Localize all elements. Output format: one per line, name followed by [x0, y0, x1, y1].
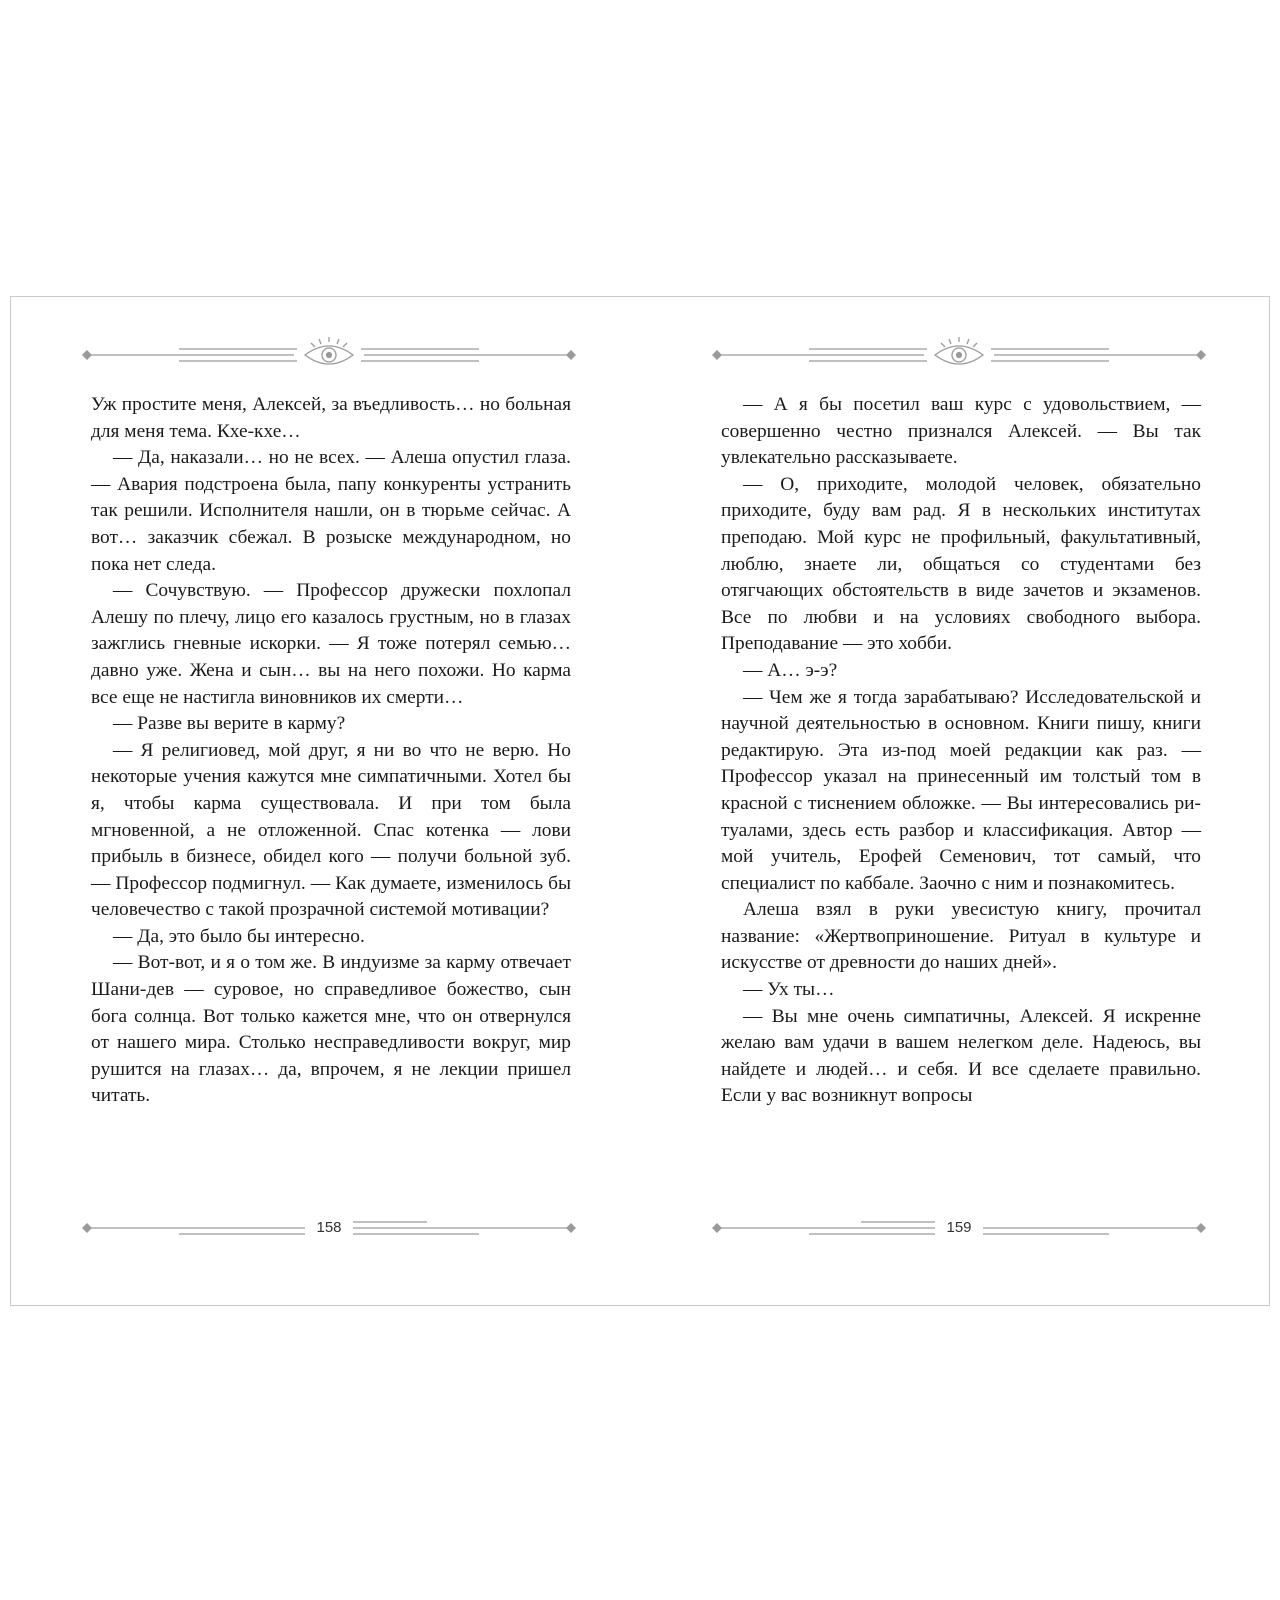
paragraph: — А… э-э? — [743, 659, 838, 681]
paragraph: — Чем же я тогда зарабатываю? Исследовательской и научной деятельностью в основном. Книги пишу, книги редактирую. Эта из-под моей редакции как раз. — Профессор указал на принесенный им толстый том в красной с тиснением обложке. — Вы интересовались ритуалами, здесь есть разбор и классификация. Автор — мой учитель, Ерофей Семенович, тот самый, что специалист по каббале. Заочно с ним и познакомитесь. — [721, 686, 1201, 894]
paragraph: — Вы мне очень симпатичны, Алексей. Я искренне желаю вам удачи в вашем нелегком деле. Надеюсь, вы найдете и людей… и себя. И все сделаете правильно. Если у вас возникнут вопросы — [721, 1005, 1201, 1107]
paragraph: Уж простите меня, Алексей, за въедливость… но больная для меня тема. Кхе-кхе… — [91, 394, 571, 442]
eye-icon — [935, 337, 983, 364]
paragraph: — Ух ты… — [743, 979, 835, 1001]
paragraph: — Разве вы верите в карму? — [113, 713, 346, 735]
right-page-text — [721, 392, 1201, 1110]
paragraph: — О, приходите, молодой человек, обязательно приходите, буду вам рад. Я в нескольких институтах преподаю. Мой курс не профильный, факультативный, люблю, знаете ли, общаться со студентами без отягчающих обстоятельств в виде зачетов и экзаменов. Все по любви и на условиях свободного выбора. Преподавание — это хобби. — [721, 473, 1201, 655]
book-spread — [10, 296, 1270, 1306]
paragraph: — Я религиовед, мой друг, я ни во что не верю. Но некоторые учения кажутся мне симпатичными. Хотел бы я, чтобы карма существовала. И при том была мгновенной, а не отложенной. Спас котенка — лови прибыль в бизнесе, обидел кого — получи больной зуб. — Профессор подмигнул. — Как думаете, изменилось бы человечество с такой прозрачной системой мотивации? — [91, 739, 571, 921]
paragraph: — Да, это было бы интересно. — [113, 925, 365, 947]
header-ornament — [79, 335, 579, 375]
right-page — [641, 297, 1271, 1305]
eye-icon — [305, 337, 353, 364]
paragraph: — Вот-вот, и я о том же. В индуизме за карму отвечает Шани-дев — суровое, но справедливое божество, сын бога солнца. Вот только кажется мне, что он отвернулся от нашего мира. Столько несправедливости вокруг, мир рушится на глазах… да, впрочем, я не лекции пришел читать. — [91, 952, 571, 1107]
footer-ornament — [709, 1214, 1209, 1244]
left-page — [11, 297, 641, 1305]
page-number: 158 — [316, 1219, 342, 1236]
footer-ornament — [79, 1214, 579, 1244]
paragraph: Алеша взял в руки увесистую книгу, прочитал название: «Жертвоприношение. Ритуал в культуре и искусстве от древности до наших дней». — [721, 899, 1201, 974]
paragraph: — Да, наказали… но не всех. — Алеша опустил глаза. — Авария подстроена была, папу конкуренты устранить так решили. Исполнителя нашли, он в тюрьме сейчас. А вот… заказчик сбежал. В розыске международном, но пока нет следа. — [91, 447, 571, 575]
header-ornament — [709, 335, 1209, 375]
left-page-text — [91, 392, 571, 1110]
paragraph: — Сочувствую. — Профессор дружески похлопал Алешу по плечу, лицо его казалось грустным, но в глазах зажглись гневные искорки. — Я тоже потерял семью… давно уже. Жена и сын… вы на него похожи. Но карма все еще не настигла виновников их смерти… — [91, 580, 571, 708]
paragraph: — А я бы посетил ваш курс с удовольствием, — совершенно честно признался Алексей. — Вы так увлекательно рассказываете. — [721, 394, 1201, 469]
page-number: 159 — [946, 1219, 972, 1236]
